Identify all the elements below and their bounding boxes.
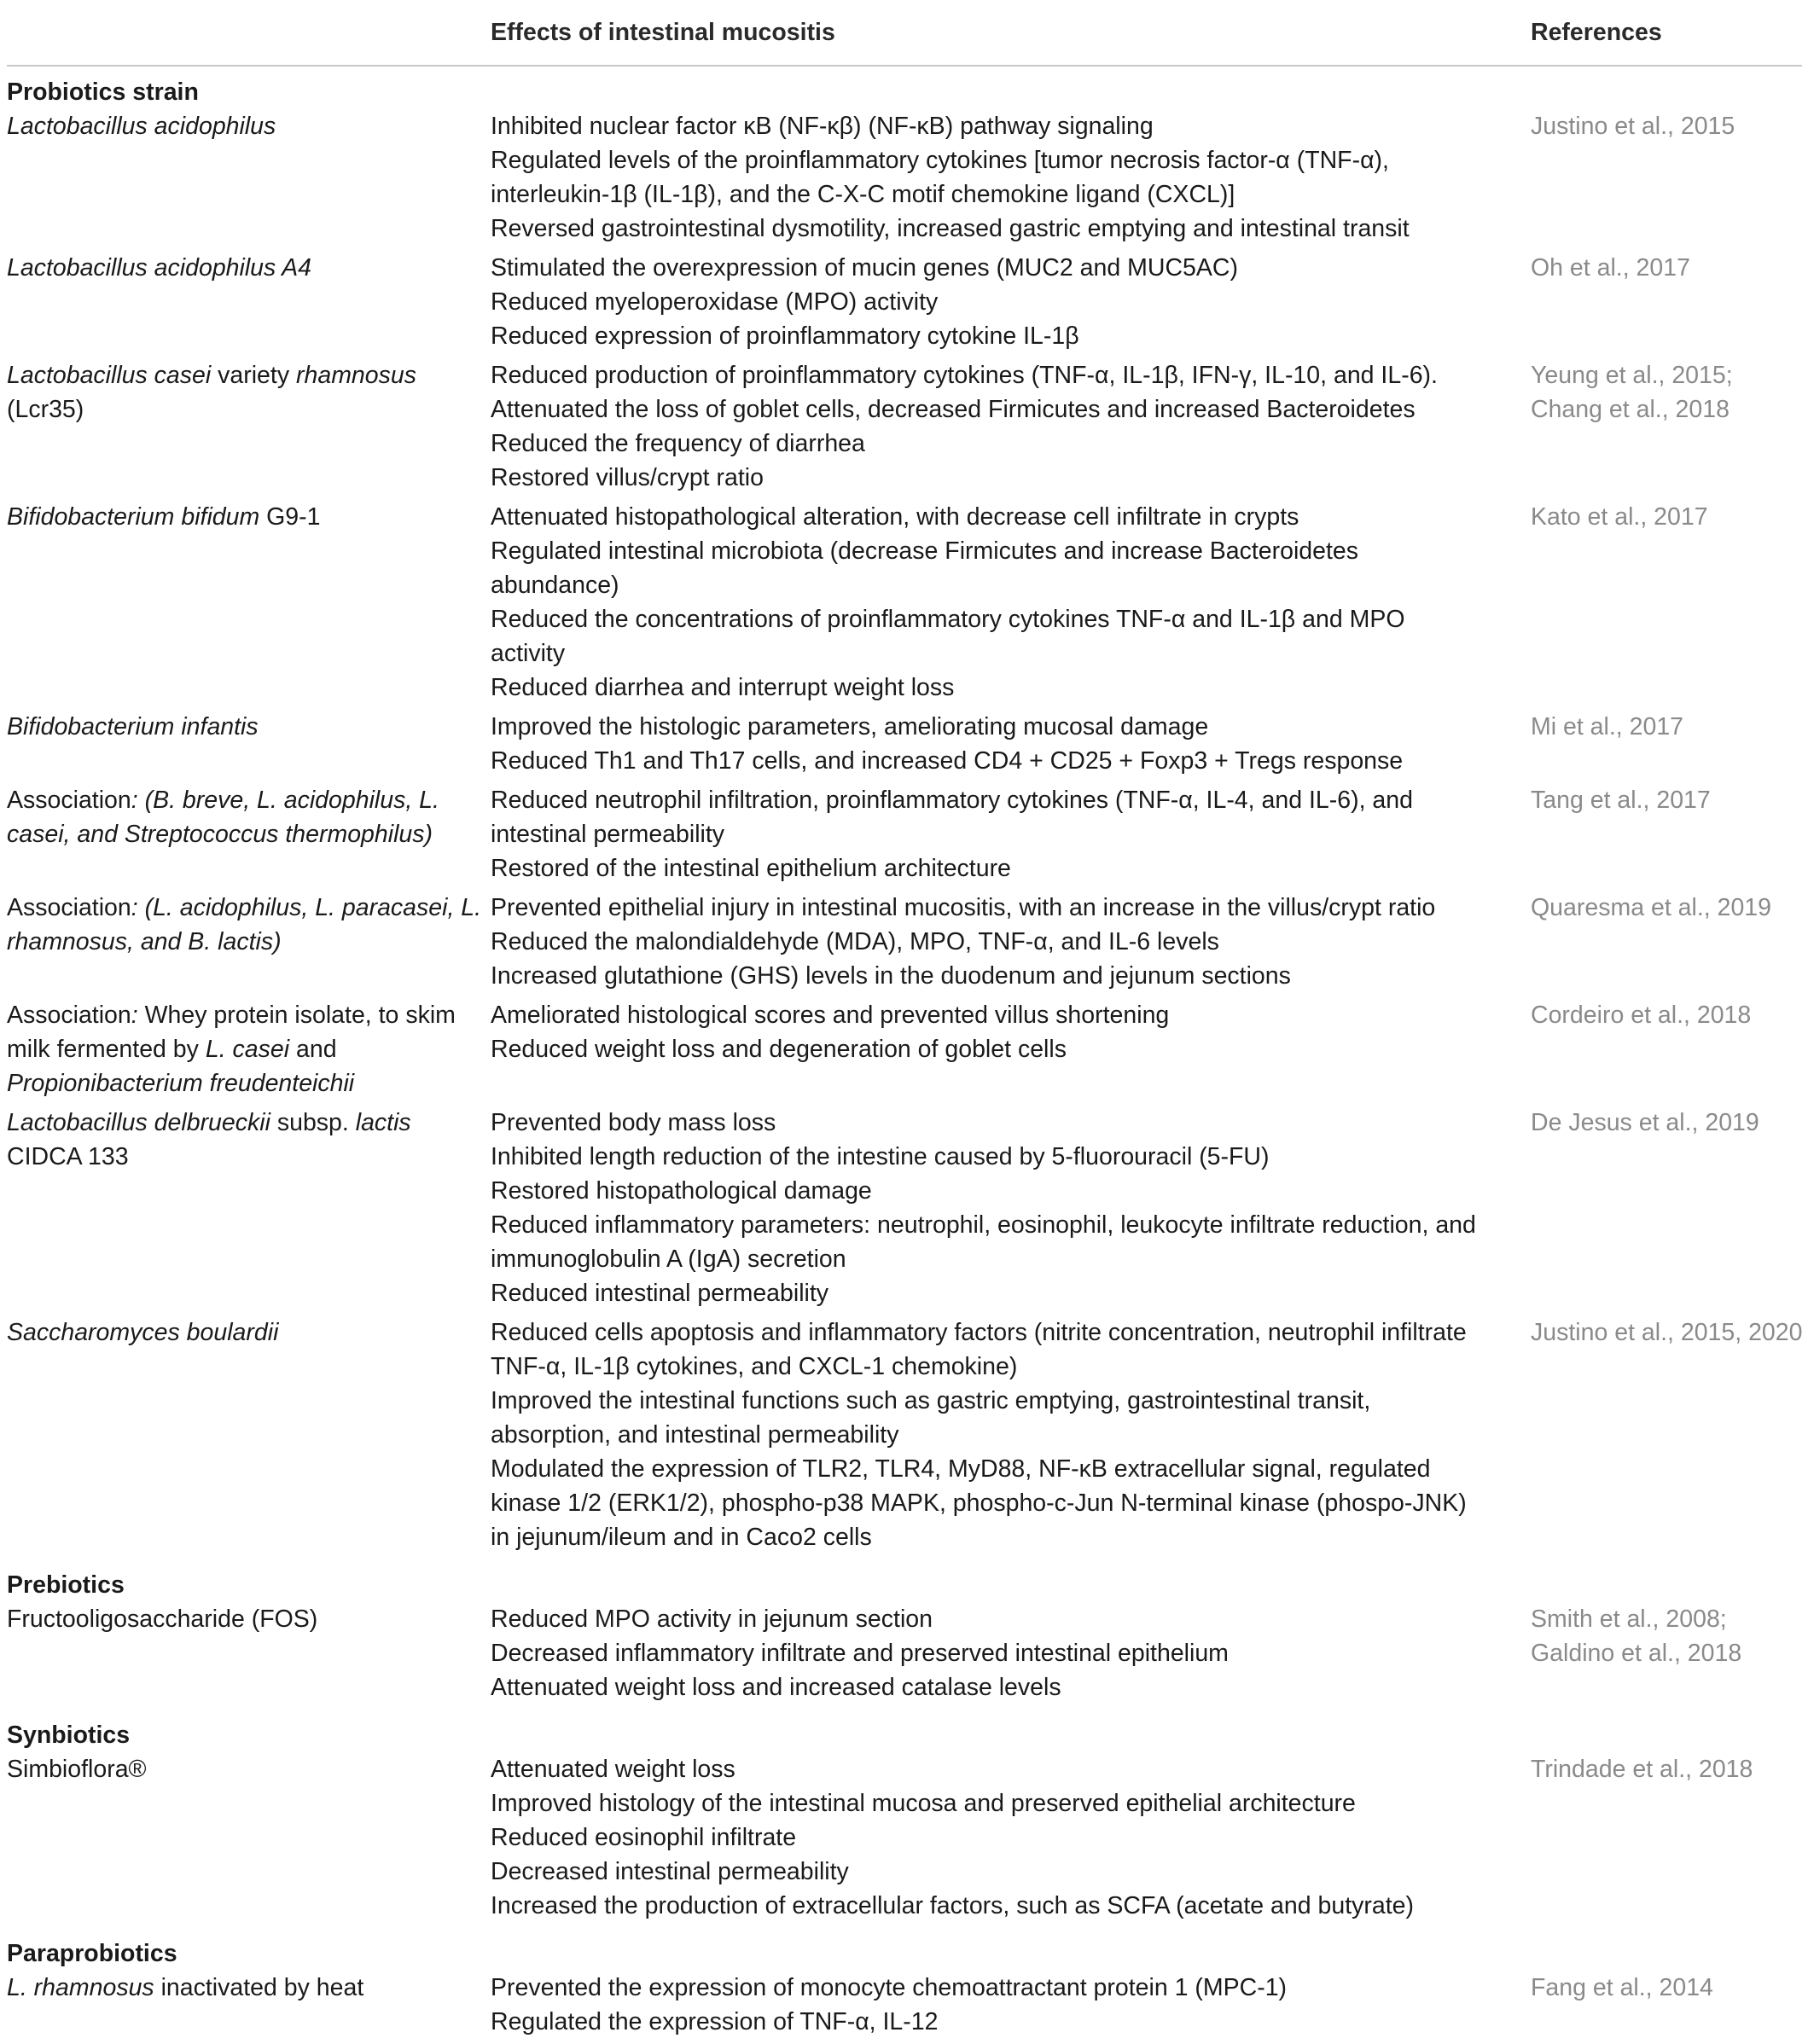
effect-line: Regulated levels of the proinflammatory cytokines [tumor necrosis factor-α (TNF-α),	[491, 147, 1389, 174]
strain-text: lactis	[355, 1109, 411, 1136]
reference-line: De Jesus et al., 2019	[1531, 1109, 1759, 1136]
effect-line: TNF-α, IL-1β cytokines, and CXCL-1 chemokine)	[491, 1353, 1018, 1380]
table-row	[7, 1602, 1802, 1710]
effects-cell	[491, 1602, 1531, 1704]
strain-text: L. casei	[205, 1036, 290, 1063]
reference-line: Justino et al., 2015, 2020	[1531, 1319, 1803, 1346]
strain-text: Bifidobacterium infantis	[7, 713, 259, 740]
effect-line: Reduced inflammatory parameters: neutrophil, eosinophil, leukocyte infiltrate reduction, and	[491, 1211, 1476, 1239]
strain-text: Fructooligosaccharide (FOS)	[7, 1606, 318, 1633]
effect-line: Increased the production of extracellular factors, such as SCFA (acetate and butyrate)	[491, 1892, 1414, 1919]
section-title-text: Probiotics strain	[7, 78, 199, 106]
references-cell	[1531, 1971, 1802, 2005]
table-body	[7, 67, 1802, 2044]
effects-cell	[491, 500, 1531, 705]
strain-cell	[7, 358, 491, 427]
section-title	[7, 67, 1802, 109]
reference-line: Chang et al., 2018	[1531, 396, 1730, 423]
reference-line: Trindade et al., 2018	[1531, 1756, 1753, 1783]
strain-text: L. rhamnosus	[7, 1974, 154, 2001]
reference-line: Yeung et al., 2015;	[1531, 362, 1733, 389]
effect-line: Improved the histologic parameters, ameliorating mucosal damage	[491, 713, 1209, 740]
strain-text: : (L. acidophilus, L. paracasei, L. rhamnosus, and B. lactis)	[7, 894, 482, 955]
references-cell	[1531, 998, 1802, 1032]
effect-line: activity	[491, 640, 566, 667]
effects-cell	[491, 109, 1531, 246]
table-row	[7, 500, 1802, 710]
strain-text: G9-1	[259, 503, 321, 531]
effect-line: Reduced diarrhea and interrupt weight loss	[491, 674, 955, 701]
strain-text: variety	[211, 362, 296, 389]
table-header	[7, 15, 1802, 67]
strain-cell	[7, 1971, 491, 2005]
references-cell	[1531, 1752, 1802, 1786]
effect-line: Prevented epithelial injury in intestinal mucositis, with an increase in the villus/crypt ratio	[491, 894, 1436, 921]
references-cell	[1531, 1106, 1802, 1140]
effect-line: Ameliorated histological scores and prevented villus shortening	[491, 1002, 1170, 1029]
strain-text: Lactobacillus casei	[7, 362, 212, 389]
table-row	[7, 251, 1802, 358]
effect-line: Restored histopathological damage	[491, 1177, 872, 1205]
strain-text: Bifidobacterium bifidum	[7, 503, 260, 531]
strain-text: Whey protein isolate, to skim milk fermented by	[7, 1002, 456, 1063]
references-cell	[1531, 500, 1802, 534]
effect-line: Reduced cells apoptosis and inflammatory factors (nitrite concentration, neutrophil infiltrate	[491, 1319, 1467, 1346]
table-row	[7, 998, 1802, 1106]
strain-cell	[7, 1315, 491, 1350]
section-title-text: Prebiotics	[7, 1571, 125, 1599]
strain-text: :	[131, 1002, 138, 1029]
table-row	[7, 1752, 1802, 1928]
effect-line: Attenuated histopathological alteration, with decrease cell infiltrate in crypts	[491, 503, 1299, 531]
table-row	[7, 783, 1802, 891]
strain-cell	[7, 1106, 491, 1174]
effect-line: Reduced MPO activity in jejunum section	[491, 1606, 933, 1633]
effect-line: Inhibited nuclear factor κB (NF-κβ) (NF-κB) pathway signaling	[491, 113, 1154, 140]
effect-line: Regulated the expression of TNF-α, IL-12	[491, 2008, 939, 2035]
strain-text: (Lcr35)	[7, 396, 84, 423]
strain-text: Lactobacillus delbrueckii	[7, 1109, 270, 1136]
references-cell	[1531, 710, 1802, 744]
references-cell	[1531, 1602, 1802, 1670]
table-row	[7, 1106, 1802, 1315]
strain-cell	[7, 1752, 491, 1786]
effect-line: Attenuated weight loss	[491, 1756, 735, 1783]
effect-line: Reduced expression of proinflammatory cytokine IL-1β	[491, 322, 1079, 350]
effect-line: Reduced the frequency of diarrhea	[491, 430, 865, 457]
effect-line: Decreased intestinal permeability	[491, 1858, 849, 1885]
references-cell	[1531, 109, 1802, 143]
strain-text: Association	[7, 894, 131, 921]
effect-line: Reduced the concentrations of proinflammatory cytokines TNF-α and IL-1β and MPO	[491, 606, 1405, 633]
effect-line: Reduced myeloperoxidase (MPO) activity	[491, 288, 939, 316]
strain-text: and	[289, 1036, 337, 1063]
table-row	[7, 710, 1802, 783]
effect-line: Inhibited length reduction of the intestine caused by 5-fluorouracil (5-FU)	[491, 1143, 1270, 1170]
strain-text: Propionibacterium freudenteichii	[7, 1070, 355, 1097]
reference-line: Justino et al., 2015	[1531, 113, 1735, 140]
reference-line: Cordeiro et al., 2018	[1531, 1002, 1752, 1029]
effect-line: Reversed gastrointestinal dysmotility, increased gastric emptying and intestinal transit	[491, 215, 1410, 242]
header-effects: Effects of intestinal mucositis	[491, 19, 835, 46]
effect-line: Reduced production of proinflammatory cytokines (TNF-α, IL-1β, IFN-γ, IL-10, and IL-6).	[491, 362, 1438, 389]
references-cell	[1531, 891, 1802, 925]
strain-cell	[7, 251, 491, 285]
effect-line: Reduced intestinal permeability	[491, 1280, 829, 1307]
strain-text: Saccharomyces boulardii	[7, 1319, 279, 1346]
strain-text: subsp.	[270, 1109, 356, 1136]
effect-line: Reduced the malondialdehyde (MDA), MPO, TNF-α, and IL-6 levels	[491, 928, 1219, 955]
section-title-text: Synbiotics	[7, 1722, 131, 1749]
effects-cell	[491, 1106, 1531, 1310]
table-row	[7, 109, 1802, 251]
section-title	[7, 1710, 1802, 1752]
section-title	[7, 1559, 1802, 1602]
effects-cell	[491, 998, 1531, 1066]
table-row	[7, 1315, 1802, 1559]
reference-line: Galdino et al., 2018	[1531, 1640, 1742, 1667]
header-references: References	[1531, 19, 1662, 46]
strain-text: Association	[7, 787, 131, 814]
references-cell	[1531, 251, 1802, 285]
references-cell	[1531, 783, 1802, 817]
strain-cell	[7, 1602, 491, 1636]
effects-cell	[491, 710, 1531, 778]
strain-text: Lactobacillus acidophilus	[7, 113, 276, 140]
strain-text: inactivated by heat	[154, 1974, 364, 2001]
effect-line: immunoglobulin A (IgA) secretion	[491, 1246, 846, 1273]
strain-cell	[7, 500, 491, 534]
effect-line: Restored of the intestinal epithelium architecture	[491, 855, 1011, 882]
strain-text: : (B. breve, L. acidophilus, L. casei, and Streptococcus thermophilus)	[7, 787, 439, 848]
table-row	[7, 1971, 1802, 2044]
strain-cell	[7, 998, 491, 1100]
effects-cell	[491, 1971, 1531, 2039]
reference-line: Oh et al., 2017	[1531, 254, 1690, 282]
effect-line: Decreased inflammatory infiltrate and preserved intestinal epithelium	[491, 1640, 1229, 1667]
effect-line: in jejunum/ileum and in Caco2 cells	[491, 1524, 872, 1551]
strain-cell	[7, 109, 491, 143]
effect-line: Increased glutathione (GHS) levels in the duodenum and jejunum sections	[491, 962, 1291, 990]
strain-text: Association	[7, 1002, 131, 1029]
effect-line: abundance)	[491, 572, 619, 599]
effect-line: absorption, and intestinal permeability	[491, 1421, 899, 1449]
strain-text: Lactobacillus acidophilus A4	[7, 254, 312, 282]
table-row	[7, 891, 1802, 998]
effect-line: Restored villus/crypt ratio	[491, 464, 764, 491]
effect-line: intestinal permeability	[491, 821, 725, 848]
effect-line: Prevented the expression of monocyte chemoattractant protein 1 (MPC-1)	[491, 1974, 1288, 2001]
strain-cell	[7, 891, 491, 959]
reference-line: Tang et al., 2017	[1531, 787, 1711, 814]
references-cell	[1531, 1315, 1802, 1350]
effect-line: Attenuated the loss of goblet cells, decreased Firmicutes and increased Bacteroidetes	[491, 396, 1416, 423]
strain-text: Simbioflora®	[7, 1756, 147, 1783]
effect-line: Reduced eosinophil infiltrate	[491, 1824, 797, 1851]
effects-cell	[491, 783, 1531, 886]
section-title	[7, 1928, 1802, 1971]
effects-cell	[491, 891, 1531, 993]
references-cell	[1531, 358, 1802, 427]
section-title-text: Paraprobiotics	[7, 1940, 177, 1967]
strain-cell	[7, 783, 491, 851]
reference-line: Quaresma et al., 2019	[1531, 894, 1771, 921]
effect-line: Regulated intestinal microbiota (decrease Firmicutes and increase Bacteroidetes	[491, 537, 1359, 565]
effects-cell	[491, 1315, 1531, 1554]
effects-table	[7, 15, 1802, 2044]
effect-line: Reduced neutrophil infiltration, proinflammatory cytokines (TNF-α, IL-4, and IL-6), and	[491, 787, 1413, 814]
effect-line: interleukin-1β (IL-1β), and the C-X-C motif chemokine ligand (CXCL)]	[491, 181, 1235, 208]
strain-text: CIDCA 133	[7, 1143, 129, 1170]
effect-line: Attenuated weight loss and increased catalase levels	[491, 1674, 1061, 1701]
effect-line: Reduced weight loss and degeneration of goblet cells	[491, 1036, 1067, 1063]
reference-line: Mi et al., 2017	[1531, 713, 1684, 740]
effect-line: Reduced Th1 and Th17 cells, and increased CD4 + CD25 + Foxp3 + Tregs response	[491, 747, 1404, 775]
effects-cell	[491, 251, 1531, 353]
strain-cell	[7, 710, 491, 744]
effect-line: Improved histology of the intestinal mucosa and preserved epithelial architecture	[491, 1790, 1356, 1817]
effects-cell	[491, 1752, 1531, 1923]
effect-line: Stimulated the overexpression of mucin genes (MUC2 and MUC5AC)	[491, 254, 1238, 282]
effect-line: Modulated the expression of TLR2, TLR4, MyD88, NF-κB extracellular signal, regulated	[491, 1455, 1431, 1483]
effect-line: Improved the intestinal functions such as gastric emptying, gastrointestinal transit,	[491, 1387, 1371, 1414]
reference-line: Smith et al., 2008;	[1531, 1606, 1727, 1633]
effect-line: kinase 1/2 (ERK1/2), phospho-p38 MAPK, phospho-c-Jun N-terminal kinase (phospo-JNK)	[491, 1489, 1467, 1517]
reference-line: Kato et al., 2017	[1531, 503, 1708, 531]
effects-cell	[491, 358, 1531, 495]
reference-line: Fang et al., 2014	[1531, 1974, 1713, 2001]
effect-line: Prevented body mass loss	[491, 1109, 776, 1136]
strain-text: rhamnosus	[296, 362, 416, 389]
table-row	[7, 358, 1802, 500]
